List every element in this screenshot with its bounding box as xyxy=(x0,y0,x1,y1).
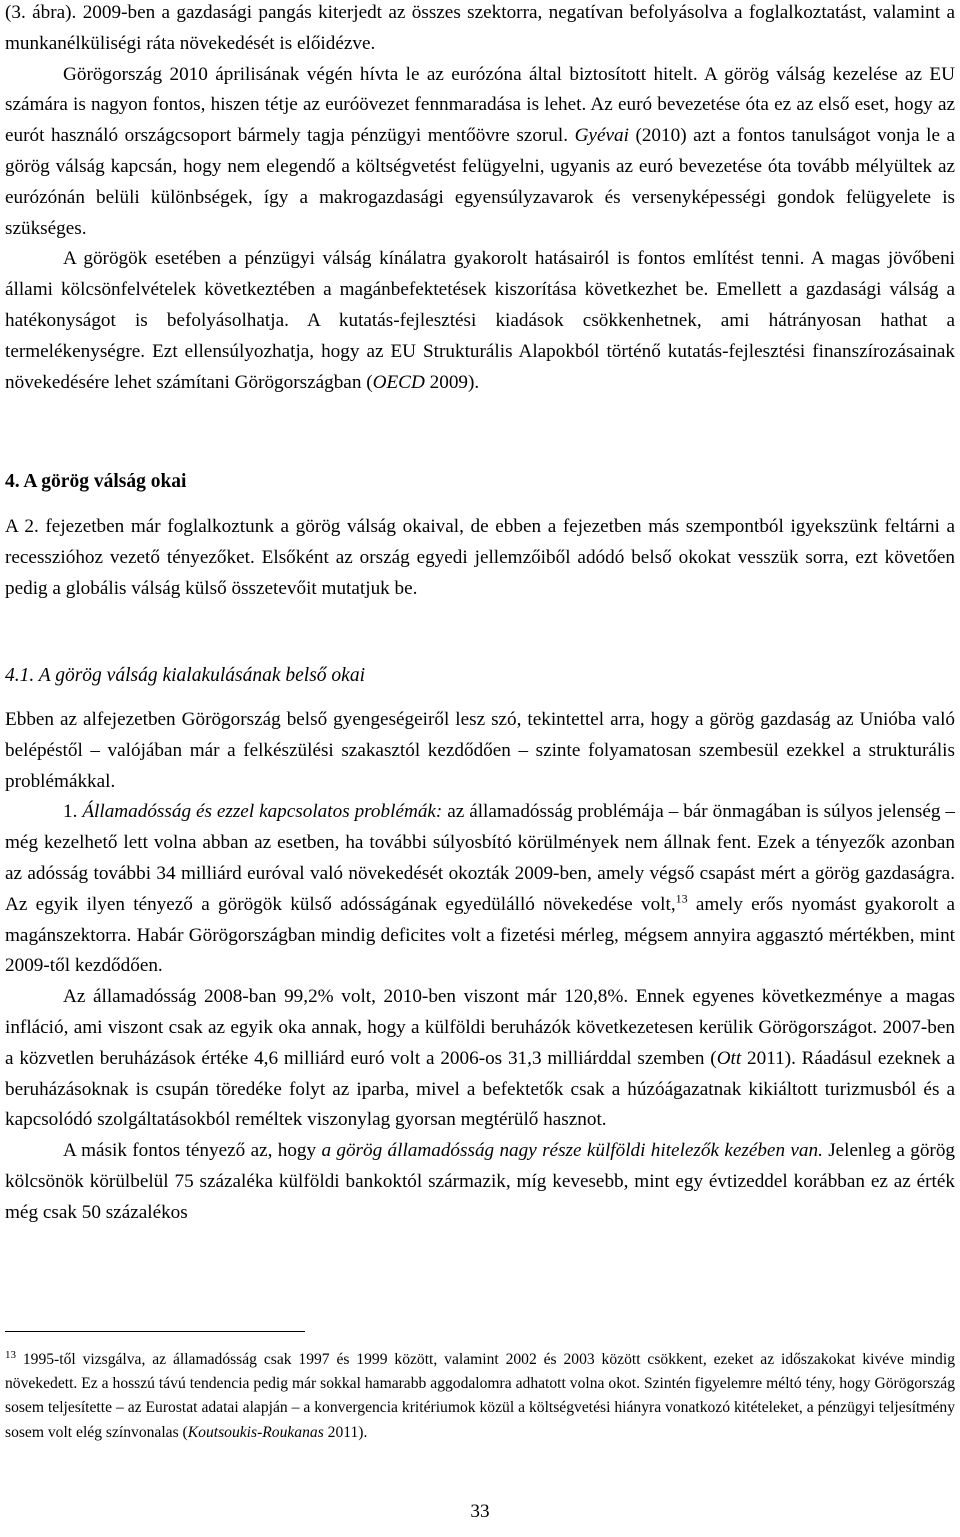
section-heading-4: 4. A görög válság okai xyxy=(5,471,187,492)
greece-loan-text: Görögország 2010 áprilisának végén hívta le az eurózóna által biztosított hitelt. A görög válság kezelése az EU számára is nagyon fontos, hiszen tétje az euróövezet fennmaradása is lehet. Az euró bevezetése óta ez az első eset, hogy az eurót használó országcsoport bármely tagja pénzügyi mentőövre szorul. xyxy=(5,63,955,147)
citation-gyevai: Gyévai xyxy=(574,125,629,147)
public-debt-text: az államadósság problémája – bár önmagában is súlyos jelenség – még kezelhető lett volna abban az esetben, ha további súlyosbító körülmények nem állnak fent. Ezek a tényezők azonban az adósság további 34 milliárd euróval való növekedését okozták 2009-ben, amely végső csapást mért a görög gazdaságra. Az egyik ilyen tényező a görögök külső adósságának egyedülálló növekedése volt, xyxy=(5,801,956,915)
footnote-text xyxy=(5,1348,955,1445)
footnote-13 xyxy=(5,1348,955,1445)
footnote-body: 1995-től vizsgálva, az államadósság csak 1997 és 1999 között, valamint 2002 és 2003 között csökkent, ezeket az időszakokat kivéve mindig növekedett. Ez a hosszú távú tendencia pedig már sokkal hamarabb aggodalomra adhatott volna okot. Szintén figyelemre méltó tény, hogy Görögország sosem teljesítette – az Eurostat adatai alapján – a konvergencia kritériumok közül a költségvetési hiányra vonatkozó kitételeket, a pénzügyi teljesítmény sosem volt elég színvonalas ( xyxy=(5,1351,955,1441)
public-debt-text-2: amely erős nyomást gyakorolt a magánszektorra. Habár Görögországban mindig deficites volt a fizetési mérleg, mégsem annyira aggasztó mértékben, mint 2009-től kezdődően. xyxy=(5,893,956,977)
foreign-creditors-end: Jelenleg a görög kölcsönök körülbelül 75 százaléka külföldi bankoktól származik, míg kevesebb, mint egy évtizeddel korábban ez az érték még csak 50 százalékos xyxy=(5,1140,956,1223)
footnote-number: 13 xyxy=(5,1348,16,1361)
paragraph-block-1 xyxy=(5,0,955,398)
page-number: 33 xyxy=(470,1501,490,1522)
paragraph-block-2 xyxy=(5,705,955,1229)
term-public-debt: Államadósság és ezzel kapcsolatos problémák: xyxy=(82,801,443,823)
section-heading-4-1: 4.1. A görög válság kialakulásának belső okai xyxy=(5,665,365,686)
paragraph-debt-ratio xyxy=(5,982,955,1136)
paragraph-greece-loan xyxy=(5,60,955,245)
paragraph-supply-effects xyxy=(5,244,955,398)
footnote-end: 2011). xyxy=(323,1423,368,1441)
foreign-creditors-text: A másik fontos tényező az, hogy xyxy=(63,1140,322,1162)
supply-effects-text: A görögök esetében a pénzügyi válság kínálatra gyakorolt hatásairól is fontos említést tenni. A magas jövőbeni állami kölcsönfelvételek következtében a magánbefektetések kiszorítása következhet be. Emellett a gazdasági válság a hatékonyságot is befolyásolhatja. A kutatás-fejlesztési kiadások csökkenhetnek, ami hátrányosan hathat a termelékenységre. Ezt ellensúlyozhatja, hogy az EU Strukturális Alapokból történő kutatás-fejlesztési finanszírozásainak növekedésére lehet számítani Görögországban ( xyxy=(5,248,955,393)
paragraph-internal-weaknesses: Ebben az alfejezetben Görögország belső gyengeségeiről lesz szó, tekintettel arra, hogy a görög gazdaság az Unióba való belépéstől – valójában már a felkészülési szakasztól kezdődően – szinte folyamatosan szembesül ezekkel a strukturális problémákkal. xyxy=(5,709,955,792)
paragraph-intro: (3. ábra). 2009-ben a gazdasági pangás kiterjedt az összes szektorra, negatívan befolyásolva a foglalkoztatást, valamint a munkanélküliségi ráta növekedését is előidézve. xyxy=(5,2,955,54)
citation-ott: Ott xyxy=(716,1047,742,1069)
paragraph-public-debt xyxy=(5,797,955,982)
list-number: 1. xyxy=(63,801,83,823)
citation-koutsoukis-roukanas: Koutsoukis-Roukanas xyxy=(187,1423,324,1441)
paragraph-chapter-intro: A 2. fejezetben már foglalkoztunk a görög válság okaival, de ebben a fejezetben más szempontból igyekszünk feltárni a recesszióhoz vezető tényezőket. Elsőként az ország egyedi jellemzőiből adódó belső okokat vesszük sorra, ezt követően pedig a globális válság külső összetevőit mutatjuk be. xyxy=(5,516,955,599)
footnote-reference-13: 13 xyxy=(675,891,688,906)
supply-effects-end: 2009). xyxy=(424,371,480,393)
foreign-creditors-emphasis: a görög államadósság nagy része külföldi hitelezők kezében van. xyxy=(321,1140,823,1162)
paragraph-foreign-creditors xyxy=(5,1136,955,1228)
footnote-separator xyxy=(5,1331,305,1332)
debt-ratio-text: Az államadósság 2008-ban 99,2% volt, 2010-ben viszont már 120,8%. Ennek egyenes következménye a magas infláció, ami viszont csak az egyik oka annak, hogy a külföldi beruházók következetesen kerülik Görögországot. 2007-ben a közvetlen beruházások értéke 4,6 milliárd euró volt a 2006-os 31,3 milliárddal szemben ( xyxy=(5,986,955,1069)
citation-oecd: OECD xyxy=(372,371,425,393)
debt-ratio-end: 2011). Ráadásul ezeknek a beruházásoknak is csupán töredéke folyt az iparba, mivel a befektetők csak a húzóágazatnak kikiáltott turizmusból és a kapcsolódó szolgáltatásokból reméltek viszonylag gyorsan megtérülő hasznot. xyxy=(5,1047,955,1131)
gyevai-text: (2010) azt a fontos tanulságot vonja le a görög válság kapcsán, hogy nem elegendő a költségvetést felügyelni, ugyanis az euró bevezetése óta tovább mélyültek az eurózónán belüli különbségek, így a makrogazdasági egyensúlyzavarok és versenyképességi gondok felügyelete is szükséges. xyxy=(5,125,956,239)
